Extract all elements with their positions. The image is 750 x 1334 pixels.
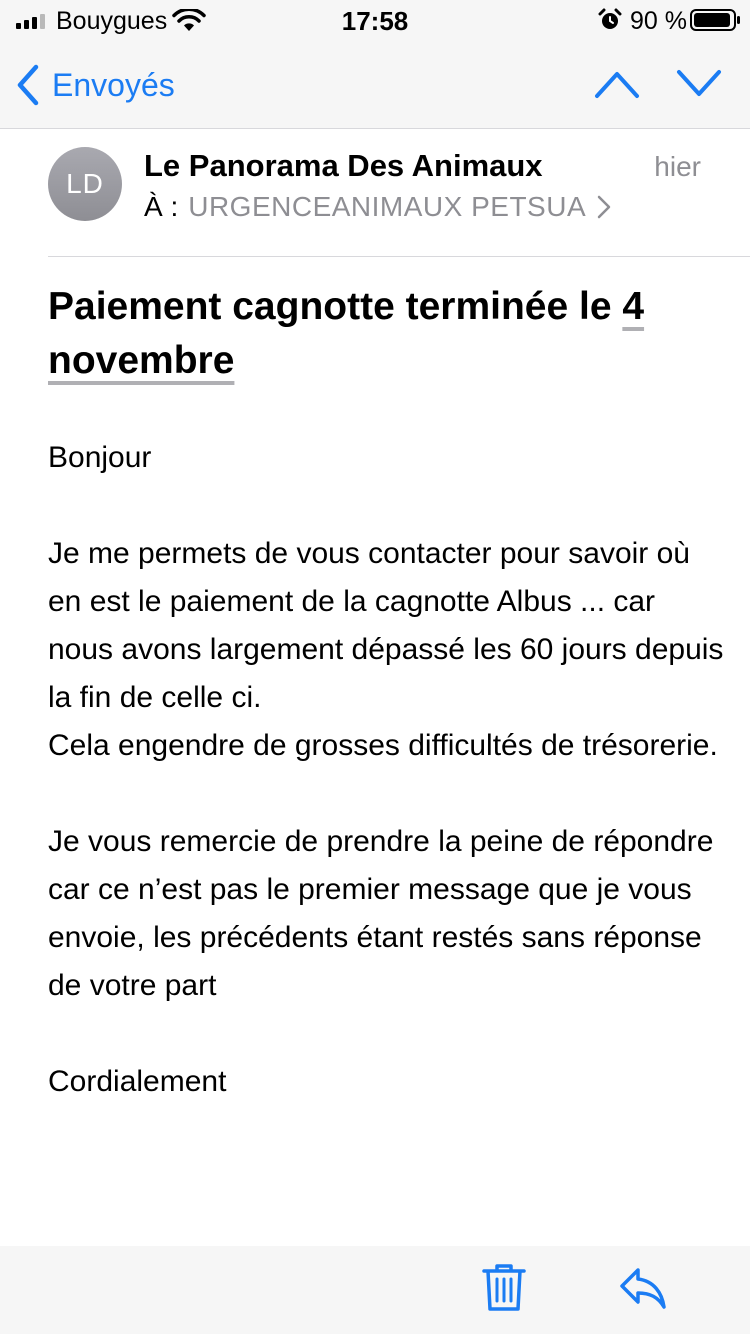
divider: [48, 256, 750, 257]
avatar[interactable]: LD: [48, 147, 122, 221]
sender-name[interactable]: Le Panorama Des Animaux: [144, 148, 543, 183]
trash-icon[interactable]: [480, 1262, 528, 1314]
chevron-left-icon: [14, 63, 42, 107]
recipient-row[interactable]: [144, 189, 612, 225]
status-time: 17:58: [341, 6, 409, 36]
date-link[interactable]: 4 novembre: [48, 285, 645, 382]
bottom-toolbar: [0, 1246, 750, 1334]
message-subject: [48, 280, 718, 388]
reply-icon[interactable]: [618, 1262, 666, 1314]
greeting: Bonjour: [48, 441, 152, 474]
next-message-button[interactable]: [674, 62, 724, 106]
back-button-label: Envoyés: [52, 67, 175, 103]
battery-percent: 90 %: [630, 7, 687, 35]
message-body: [48, 434, 728, 1154]
navigation-bar: [0, 40, 750, 129]
closing: Cordialement: [48, 1065, 227, 1098]
to-label: À :: [144, 191, 179, 222]
battery-icon: [690, 9, 742, 31]
recipient-name[interactable]: URGENCEANIMAUX PETSUA: [188, 191, 587, 222]
alarm-icon: [598, 8, 622, 32]
carrier-name: Bouygues: [56, 7, 168, 35]
subject-text: Paiement cagnotte terminée le: [48, 285, 623, 328]
status-bar: [0, 0, 750, 40]
chevron-right-icon: [596, 194, 612, 220]
body-paragraph: Je me permets de vous contacter pour savoir où en est le paiement de la cagnotte Albus ... car nous avons largement dépassé les 60 jours depuis la fin de celle ci.: [48, 537, 724, 714]
message-date: hier: [654, 151, 701, 182]
back-button[interactable]: [14, 60, 175, 110]
previous-message-button[interactable]: [592, 62, 642, 106]
message-header: [0, 129, 750, 257]
body-paragraph: Je vous remercie de prendre la peine de répondre car ce n’est pas le premier message que je vous envoie, les précédents étant restés sans réponse de votre part: [48, 825, 714, 1002]
body-paragraph: Cela engendre de grosses difficultés de trésorerie.: [48, 729, 718, 762]
